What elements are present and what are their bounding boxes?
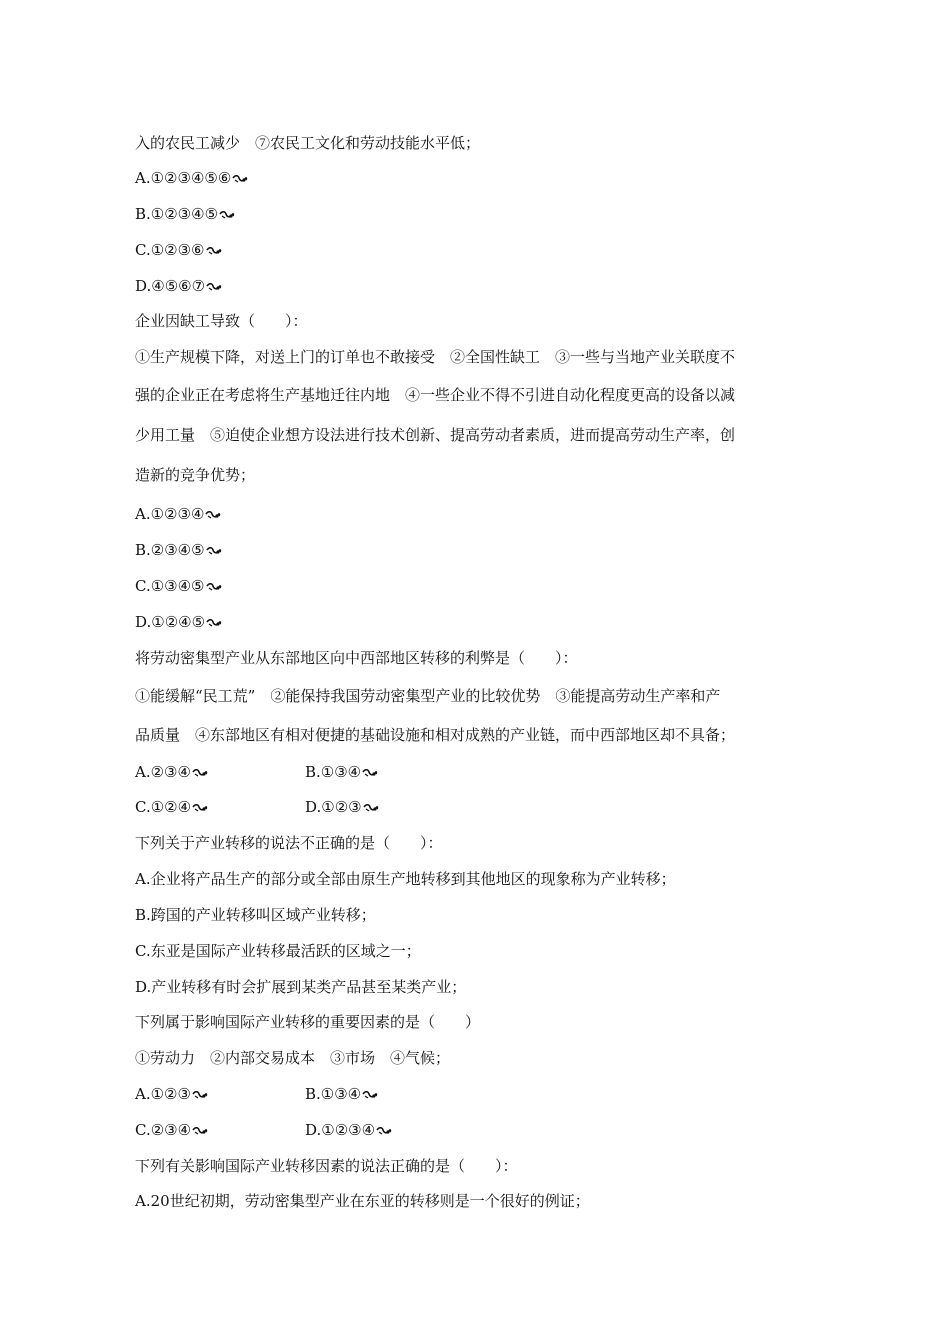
text-line bbox=[135, 425, 735, 445]
line-text: 企业因缺工导致（ ）： bbox=[135, 312, 308, 330]
line-text: D.①②④⑤ bbox=[135, 613, 206, 631]
text-line bbox=[135, 1084, 362, 1104]
line-text: 将劳动密集型产业从东部地区向中西部地区转移的利弊是（ ）： bbox=[135, 649, 578, 667]
scribble-mark-icon bbox=[362, 1090, 378, 1100]
option-second-column bbox=[305, 762, 378, 782]
line-text: D.④⑤⑥⑦ bbox=[135, 277, 206, 295]
text-line bbox=[135, 797, 362, 817]
line-text: C.①②④ bbox=[135, 798, 192, 816]
text-line bbox=[135, 311, 308, 331]
scribble-mark-icon bbox=[206, 246, 222, 256]
text-line bbox=[135, 240, 222, 260]
line-text: ①生产规模下降，对送上门的订单也不敢接受 ②全国性缺工 ③一些与当地产业关联度不 bbox=[135, 348, 736, 366]
option-second-column bbox=[305, 1120, 392, 1140]
line-text: B.①②③④⑤ bbox=[135, 205, 219, 223]
line-text: C.①②③⑥ bbox=[135, 241, 205, 259]
line-text: D.①②③④ bbox=[305, 1121, 376, 1139]
text-line bbox=[135, 1191, 590, 1211]
scribble-mark-icon bbox=[192, 768, 208, 778]
scribble-mark-icon bbox=[219, 210, 235, 220]
line-text: C.①③④⑤ bbox=[135, 577, 205, 595]
line-text: 下列属于影响国际产业转移的重要因素的是（ ） bbox=[135, 1013, 481, 1031]
text-line bbox=[135, 833, 443, 853]
scribble-mark-icon bbox=[206, 582, 222, 592]
text-line bbox=[135, 168, 248, 188]
scribble-mark-icon bbox=[206, 546, 222, 556]
scribble-mark-icon bbox=[363, 803, 379, 813]
line-text: A.①②③④ bbox=[135, 505, 205, 523]
option-second-column bbox=[305, 1084, 378, 1104]
line-text: 强的企业正在考虑将生产基地迁往内地 ④一些企业不得不引进自动化程度更高的设备以减 bbox=[135, 386, 736, 404]
text-line bbox=[135, 725, 735, 745]
line-text: 造新的竞争优势； bbox=[135, 466, 256, 484]
line-text: C.东亚是国际产业转移最活跃的区域之一； bbox=[135, 942, 421, 960]
text-line bbox=[135, 905, 376, 925]
line-text: 下列有关影响国际产业转移因素的说法正确的是（ ）： bbox=[135, 1157, 518, 1175]
text-line bbox=[135, 762, 362, 782]
line-text: ①能缓解“民工荒” ②能保持我国劳动密集型产业的比较优势 ③能提高劳动生产率和产 bbox=[135, 687, 721, 705]
text-line bbox=[135, 686, 720, 706]
line-text: 品质量 ④东部地区有相对便捷的基础设施和相对成熟的产业链，而中西部地区却不具备； bbox=[135, 726, 736, 744]
text-line bbox=[135, 540, 222, 560]
text-line bbox=[135, 504, 221, 524]
text-line bbox=[135, 941, 421, 961]
line-text: A.②③④ bbox=[135, 763, 191, 781]
text-line bbox=[135, 385, 735, 405]
text-line bbox=[135, 648, 578, 668]
text-line bbox=[135, 576, 222, 596]
line-text: 入的农民工减少 ⑦农民工文化和劳动技能水平低； bbox=[135, 134, 481, 152]
scribble-mark-icon bbox=[205, 510, 221, 520]
line-text: A.①②③ bbox=[135, 1085, 191, 1103]
scribble-mark-icon bbox=[376, 1126, 392, 1136]
line-text: 下列关于产业转移的说法不正确的是（ ）： bbox=[135, 834, 443, 852]
line-text: A.企业将产品生产的部分或全部由原生产地转移到其他地区的现象称为产业转移； bbox=[135, 870, 676, 888]
text-line bbox=[135, 1048, 450, 1068]
scribble-mark-icon bbox=[206, 282, 222, 292]
text-line bbox=[135, 347, 735, 367]
scribble-mark-icon bbox=[192, 803, 208, 813]
text-line bbox=[135, 869, 676, 889]
line-text: B.①③④ bbox=[305, 1085, 362, 1103]
line-text: 少用工量 ⑤迫使企业想方设法进行技术创新、提高劳动者素质，进而提高劳动生产率，创 bbox=[135, 426, 736, 444]
line-text: D.产业转移有时会扩展到某类产品甚至某类产业； bbox=[135, 978, 467, 996]
line-text: B.跨国的产业转移叫区域产业转移； bbox=[135, 906, 376, 924]
line-text: ①劳动力 ②内部交易成本 ③市场 ④气候； bbox=[135, 1049, 451, 1067]
text-line bbox=[135, 1156, 518, 1176]
text-line bbox=[135, 465, 255, 485]
text-line bbox=[135, 977, 466, 997]
line-text: C.②③④ bbox=[135, 1121, 192, 1139]
scribble-mark-icon bbox=[206, 618, 222, 628]
text-line bbox=[135, 204, 235, 224]
text-line bbox=[135, 1012, 480, 1032]
text-line bbox=[135, 133, 480, 153]
option-second-column bbox=[305, 797, 379, 817]
line-text: B.②③④⑤ bbox=[135, 541, 205, 559]
line-text: B.①③④ bbox=[305, 763, 362, 781]
scribble-mark-icon bbox=[232, 174, 248, 184]
text-line bbox=[135, 612, 222, 632]
line-text: A.20世纪初期，劳动密集型产业在东亚的转移则是一个很好的例证； bbox=[135, 1192, 590, 1210]
text-line bbox=[135, 276, 222, 296]
line-text: A.①②③④⑤⑥ bbox=[135, 169, 232, 187]
text-line bbox=[135, 1120, 376, 1140]
line-text: D.①②③ bbox=[305, 798, 362, 816]
scribble-mark-icon bbox=[192, 1090, 208, 1100]
scribble-mark-icon bbox=[192, 1126, 208, 1136]
scribble-mark-icon bbox=[362, 768, 378, 778]
